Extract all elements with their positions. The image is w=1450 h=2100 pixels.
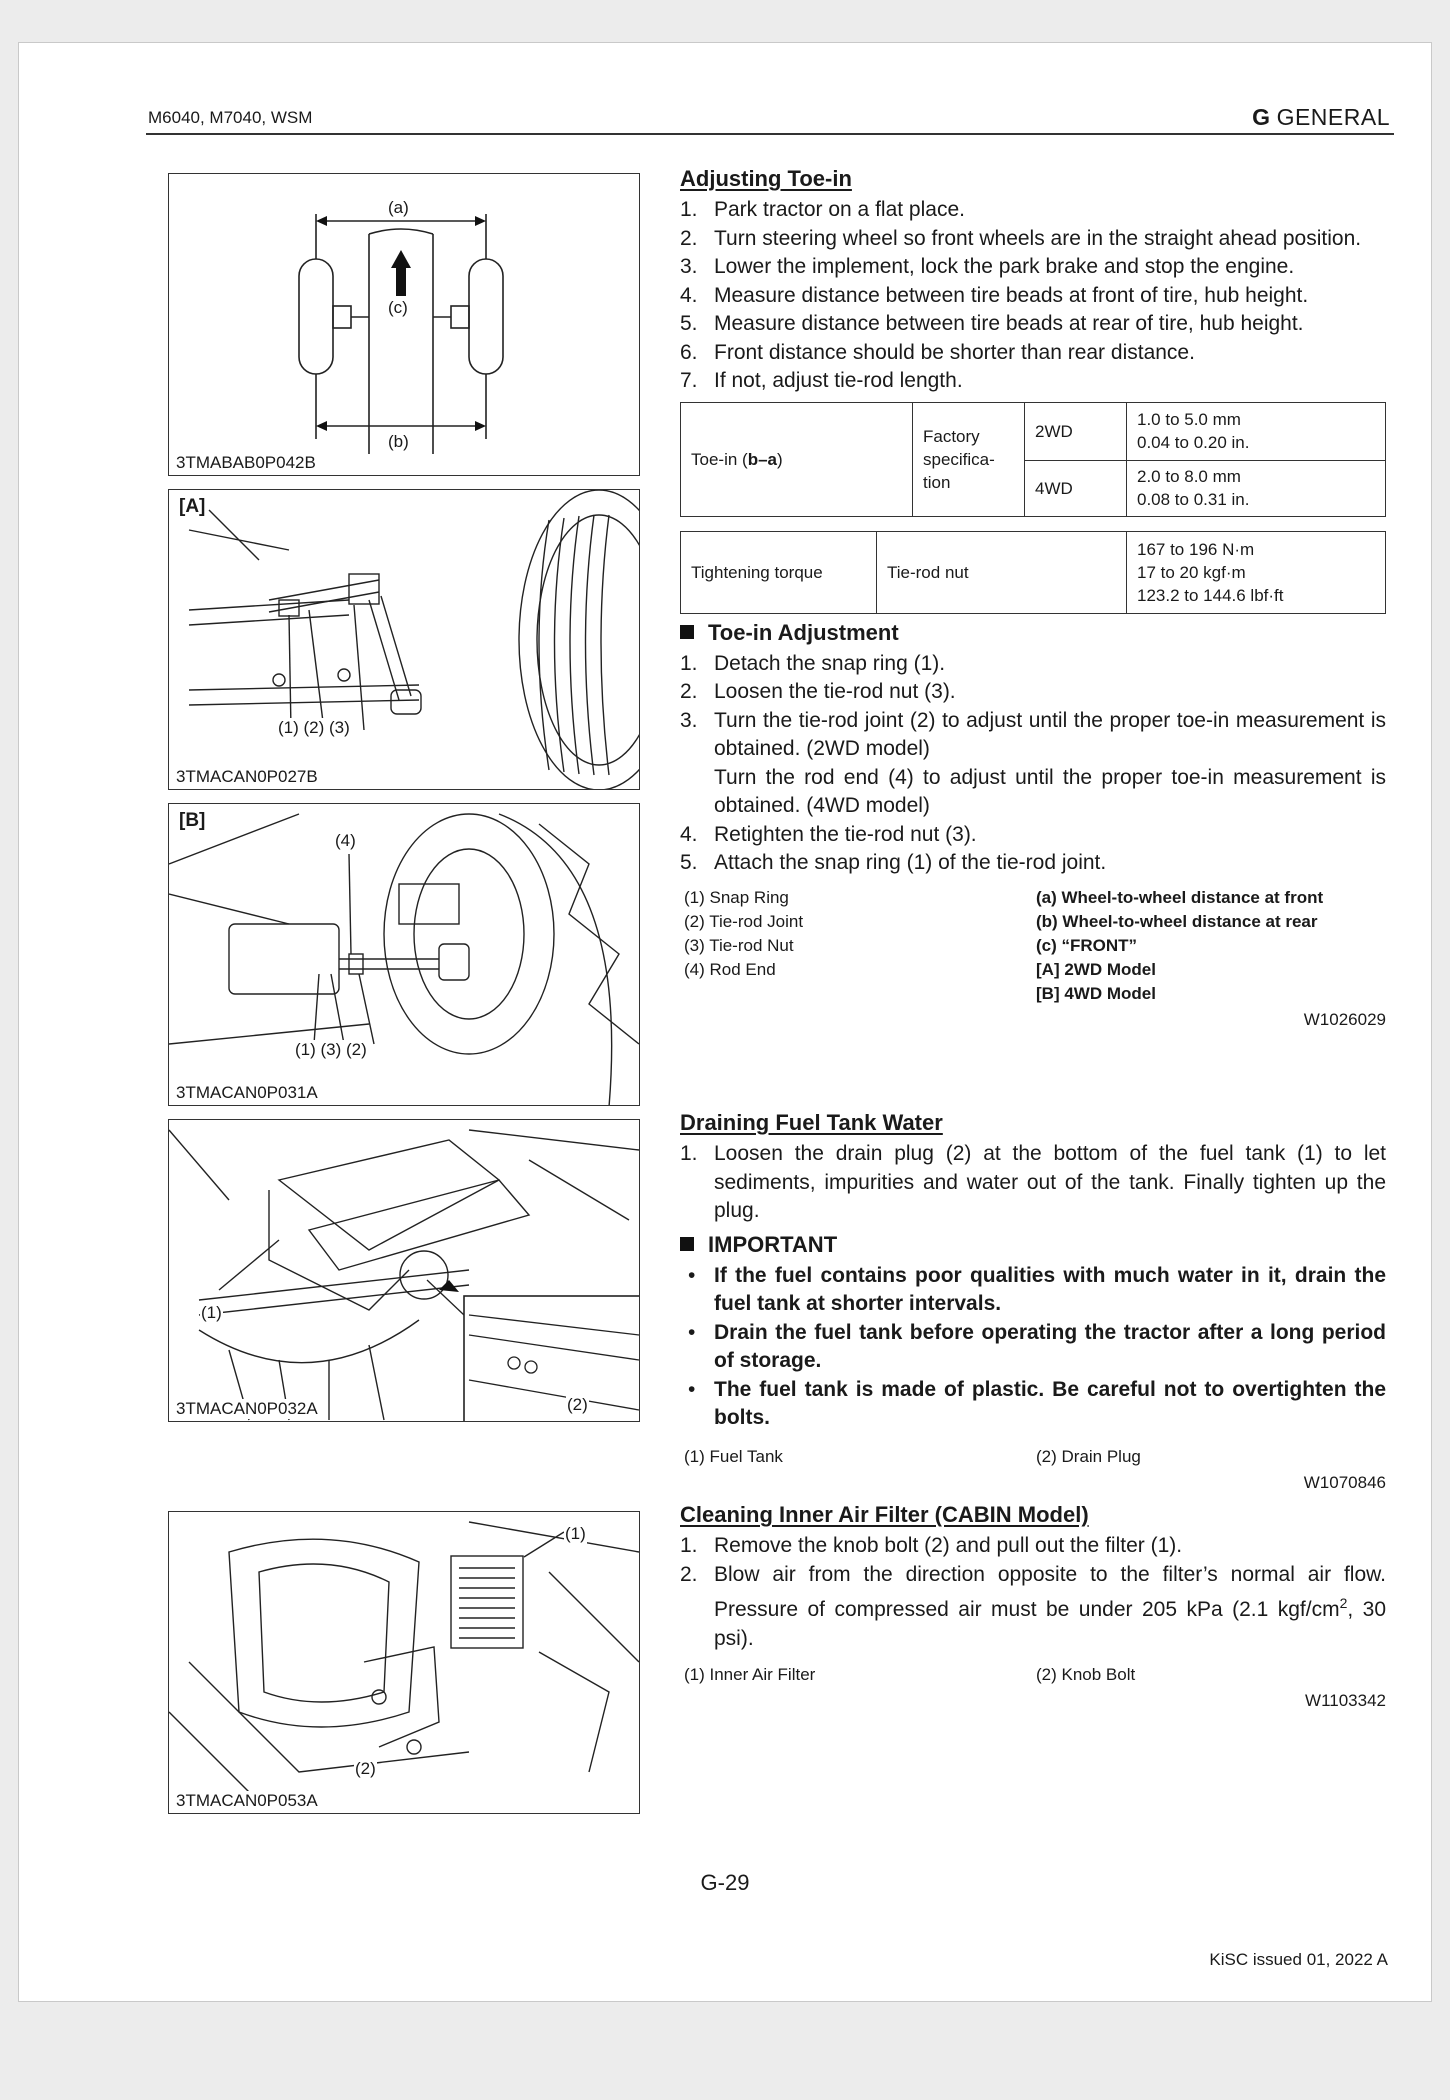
section-title: Draining Fuel Tank Water [680,1110,943,1135]
fuel-drain-steps [680,1140,1386,1226]
toe-in-drawing [169,174,640,476]
legend-part: (1) Fuel Tank [684,1446,783,1466]
fuel-drain-section [680,1110,1386,1497]
header-rule [146,133,1394,135]
tie-rod-2wd-drawing [169,490,640,790]
toe-in-spec-table [680,402,1386,517]
toe-in-steps [680,196,1386,396]
legend-labels: (a) Wheel-to-wheel distance at front (b) Wheel-to-wheel distance at rear (c) “FRONT” [A] 2WD Model [B] 4WD Model [1036,887,1324,1003]
tie-rod-4wd-drawing [169,804,640,1106]
spec-model: 4WD [1025,460,1127,516]
torque-table [680,531,1386,614]
model-tag-4wd: [B] [179,810,206,831]
important-item: • The fuel tank is made of plastic. Be careful not to overtighten the bolts. [688,1377,1386,1429]
manual-title: M6040, M7040, WSM [148,108,313,127]
spec-value: 2.0 to 8.0 mm 0.08 to 0.31 in. [1127,460,1386,516]
torque-value: 167 to 196 N·m 17 to 20 kgf·m 123.2 to 144.6 lbf·ft [1127,531,1386,613]
important-title: IMPORTANT [680,1232,1386,1258]
spec-factory: Factory specifica-tion [913,402,1025,516]
toe-in-adjust-steps [680,650,1386,878]
toe-in-diagram [168,173,640,476]
callout-2: (2) [355,1759,376,1778]
section-title: Cleaning Inner Air Filter (CABIN Model) [680,1502,1089,1527]
reference-code: W1070846 [1303,1472,1386,1492]
step: 1. Detach the snap ring (1). [680,651,946,675]
callouts-4wd: (1) (3) (2) [295,1040,367,1059]
step: 1. Remove the knob bolt (2) and pull out the filter (1). [680,1534,1183,1557]
air-filter-legend [680,1663,1386,1691]
fuel-tank-figure [168,1119,640,1422]
callout-c: (c) [388,298,408,317]
callout-b: (b) [388,432,409,451]
important-item: • If the fuel contains poor qualities with much water in it, drain the fuel tank at shorter intervals. [688,1263,1386,1315]
air-filter-steps [680,1532,1386,1653]
callout-a: (a) [388,198,409,217]
legend-part: (1) Inner Air Filter [684,1665,816,1684]
step: 2. Blow air from the direction opposite to the filter’s normal air flow. Pressure of compressed air must be under 205 kPa (2.1 kgf/$cm^2$, 30 psi). [680,1562,1386,1650]
callout-2: (2) [567,1395,588,1414]
fuel-legend [680,1445,1386,1473]
section-name: GENERAL [1276,104,1390,130]
section-header [1252,104,1390,131]
spec-model: 2WD [1025,402,1127,460]
subsection-title: Toe-in Adjustment [680,620,1386,646]
torque-item: Tie-rod nut [877,531,1127,613]
callout-1: (1) [565,1524,586,1543]
tie-rod-2wd-figure [168,489,640,790]
square-bullet-icon [680,625,694,639]
important-list [680,1262,1386,1433]
issue-footer: KiSC issued 01, 2022 A [1209,1950,1388,1969]
callouts-2wd: (1) (2) (3) [278,718,350,737]
air-filter-figure [168,1511,640,1814]
model-tag-2wd: [A] [179,496,206,517]
legend-parts: (1) Snap Ring (2) Tie-rod Joint (3) Tie-rod Nut (4) Rod End [684,887,804,979]
legend-part: (2) Drain Plug [1036,1446,1141,1466]
step: 4. Measure distance between tire beads at front of tire, hub height. [680,283,1309,307]
step: 4. Retighten the tie-rod nut (3). [680,822,977,846]
fuel-tank-drawing [169,1120,640,1422]
air-filter-section [680,1502,1386,1715]
figure-code: 3TMACAN0P027B [176,767,318,786]
legend-part: (2) Knob Bolt [1036,1665,1136,1684]
tie-rod-4wd-figure [168,803,640,1106]
figure-code: 3TMABAB0P042B [176,453,316,472]
step: 6. Front distance should be shorter than rear distance. [680,340,1195,364]
step: 5. Measure distance between tire beads at rear of tire, hub height. [680,312,1304,335]
step: 1. Park tractor on a flat place. [680,198,965,221]
reference-code: W1103342 [1305,1691,1386,1710]
figure-code: 3TMACAN0P031A [176,1083,318,1102]
important-item: • Drain the fuel tank before operating the tractor after a long period of storage. [688,1320,1386,1372]
reference-code: W1026029 [1303,1009,1386,1029]
figure-code: 3TMACAN0P032A [176,1399,318,1418]
torque-label: Tightening torque [681,531,877,613]
toe-in-legend [680,886,1386,1010]
section-title: Adjusting Toe-in [680,166,852,191]
step: 1. Loosen the drain plug (2) at the bottom of the fuel tank (1) to let sediments, impurities and water out of the tank. Finally tighten up the plug. [680,1142,1386,1222]
square-bullet-icon [680,1237,694,1251]
step: 3. Lower the implement, lock the park brake and stop the engine. [680,255,1295,278]
figure-code: 3TMACAN0P053A [176,1791,318,1810]
callout-4: (4) [335,831,356,850]
callout-1: (1) [201,1303,222,1322]
step: 3. Turn the tie-rod joint (2) to adjust until the proper toe-in measurement is obtained. (2WD model) Turn the rod end (4) to adjust until the proper toe-in measurement is obtained. (4WD model) [680,708,1386,817]
spec-value: 1.0 to 5.0 mm 0.04 to 0.20 in. [1127,402,1386,460]
spec-item: Toe-in (b–a) [681,402,913,516]
step: 2. Loosen the tie-rod nut (3). [680,680,956,703]
page-number: G-29 [700,1870,750,1895]
section-letter: G [1252,104,1271,130]
toe-in-section [680,166,1386,1034]
step: 2. Turn steering wheel so front wheels are in the straight ahead position. [680,226,1362,250]
step: 7. If not, adjust tie-rod length. [680,369,963,392]
step: 5. Attach the snap ring (1) of the tie-rod joint. [680,851,1107,874]
air-filter-drawing [169,1512,640,1814]
